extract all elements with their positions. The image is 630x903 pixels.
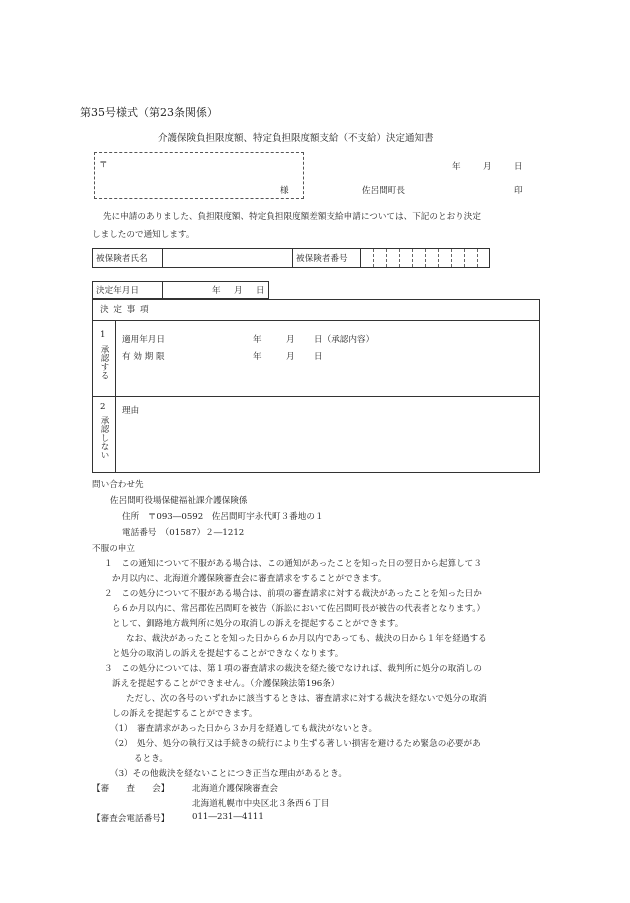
appeal-line: として、釧路地方裁判所に処分の取消しの訴えを提起することができます。 — [112, 619, 404, 629]
number-cell-divider — [464, 249, 465, 267]
number-cell-divider — [425, 249, 426, 267]
deny-label: 承認しない — [99, 416, 109, 459]
valid-year: 年 — [253, 352, 262, 362]
approve-label: 承認する — [99, 345, 109, 380]
approve-number: 1 — [100, 330, 106, 340]
deny-number: 2 — [100, 402, 106, 412]
insured-name-label: 被保険者氏名 — [96, 254, 148, 264]
valid-month: 月 — [286, 352, 295, 362]
appeal-line: 訴えを提起することができません。（介護保険法第196条） — [112, 679, 340, 689]
decision-row-line — [92, 396, 540, 397]
appeal-line: ２ この処分について不服がある場合は、前項の審査請求に対する裁決があったことを知った日か — [104, 589, 482, 599]
appeal-line: １ この通知について不服がある場合は、この通知があったことを知った日の翌日から起算して３ — [104, 559, 482, 569]
appeal-line: しの訴えを提起することができます。 — [112, 709, 258, 719]
issue-month: 月 — [483, 162, 492, 172]
appeal-line: （2） 処分、処分の執行又は手続きの続行により生ずる著しい損害を避けるため緊急の必要があ — [110, 739, 481, 749]
appeal-line: ３ この処分については、第１項の審査請求の裁決を経た後でなければ、裁判所に処分の取消しの — [104, 664, 482, 674]
issue-day: 日 — [514, 162, 523, 172]
review-board-address: 北海道札幌市中央区北３条西６丁目 — [192, 799, 330, 809]
decision-items-label: 決 定 事 項 — [100, 305, 150, 315]
form-number: 第35号様式（第23条関係） — [80, 106, 218, 119]
decision-month: 月 — [234, 286, 243, 296]
number-cell-divider — [386, 249, 387, 267]
intro-line-1: 先に申請のありました、負担限度額、特定負担限度額差額支給申請については、下記のとおり決定 — [103, 212, 481, 222]
number-cell-divider — [438, 249, 439, 267]
decision-col-line — [115, 320, 116, 473]
decision-items-table — [92, 299, 540, 473]
review-board-label: 【審 査 会】 — [92, 784, 170, 794]
insured-divider-3 — [360, 248, 361, 268]
valid-day: 日 — [314, 352, 323, 362]
address-box — [94, 152, 304, 199]
reason-label: 理由 — [122, 406, 140, 416]
contact-office: 佐呂間町役場保健福祉課介護保険係 — [110, 496, 248, 506]
document-title: 介護保険負担限度額、特定負担限度額支給（不支給）決定通知書 — [158, 133, 434, 144]
number-cell-divider — [477, 249, 478, 267]
contact-phone: 電話番号 （01587）２―1212 — [122, 528, 245, 538]
insured-table — [92, 248, 490, 268]
number-cell-divider — [399, 249, 400, 267]
review-board-phone-label: 【審査会電話番号】 — [92, 814, 170, 824]
insured-divider-2 — [292, 248, 293, 268]
valid-period-label: 有 効 期 限 — [122, 352, 165, 362]
insured-divider-1 — [162, 248, 163, 268]
appeal-line: ただし、次の各号のいずれかに該当するときは、審査請求に対する裁決を経ないで処分の取消 — [126, 694, 487, 704]
postal-mark: 〒 — [99, 160, 108, 170]
appeal-line: と処分の取消しの訴えを提起することができなくなります。 — [112, 649, 344, 659]
seal-mark: 印 — [514, 186, 523, 196]
appeal-line: （1） 審査請求があった日から３か月を経過しても裁決がないとき。 — [110, 724, 378, 734]
appeal-line: （3）その他裁決を経ないことにつき正当な理由があるとき。 — [110, 769, 347, 779]
appeal-line: るとき。 — [134, 754, 169, 764]
sender-name: 佐呂間町長 — [362, 186, 405, 196]
apply-day-approval-content: 日（承認内容） — [314, 335, 375, 345]
appeal-line: ら６か月以内に、常呂郡佐呂間町を被告（訴訟において佐呂間町長が被告の代表者となります。） — [112, 604, 486, 614]
appeal-line: か月以内に、北海道介護保険審査会に審査請求をすることができます。 — [112, 574, 387, 584]
decision-day: 日 — [256, 286, 265, 296]
issue-year: 年 — [452, 162, 461, 172]
appeal-line: なお、裁決があったことを知った日から６か月以内であっても、裁決の日から１年を経過する — [126, 634, 487, 644]
contact-heading: 問い合わせ先 — [92, 480, 144, 490]
appeal-heading: 不服の申立 — [92, 544, 135, 554]
contact-address: 住所 〒093―0592 佐呂間町宇永代町３番地の１ — [122, 512, 324, 522]
intro-line-2: しましたので通知します。 — [92, 230, 195, 240]
insured-number-label: 被保険者番号 — [296, 254, 348, 264]
review-board-name: 北海道介護保険審査会 — [192, 784, 278, 794]
number-cell-divider — [451, 249, 452, 267]
apply-month: 月 — [286, 335, 295, 345]
decision-date-label: 決定年月日 — [96, 286, 139, 296]
recipient-sama: 様 — [280, 186, 289, 196]
review-board-phone: 011―231―4111 — [192, 812, 264, 822]
number-cell-divider — [373, 249, 374, 267]
apply-date-label: 適用年月日 — [122, 335, 165, 345]
decision-row-line — [92, 320, 540, 321]
decision-year: 年 — [212, 286, 221, 296]
apply-year: 年 — [253, 335, 262, 345]
decision-date-divider — [162, 281, 163, 299]
number-cell-divider — [412, 249, 413, 267]
